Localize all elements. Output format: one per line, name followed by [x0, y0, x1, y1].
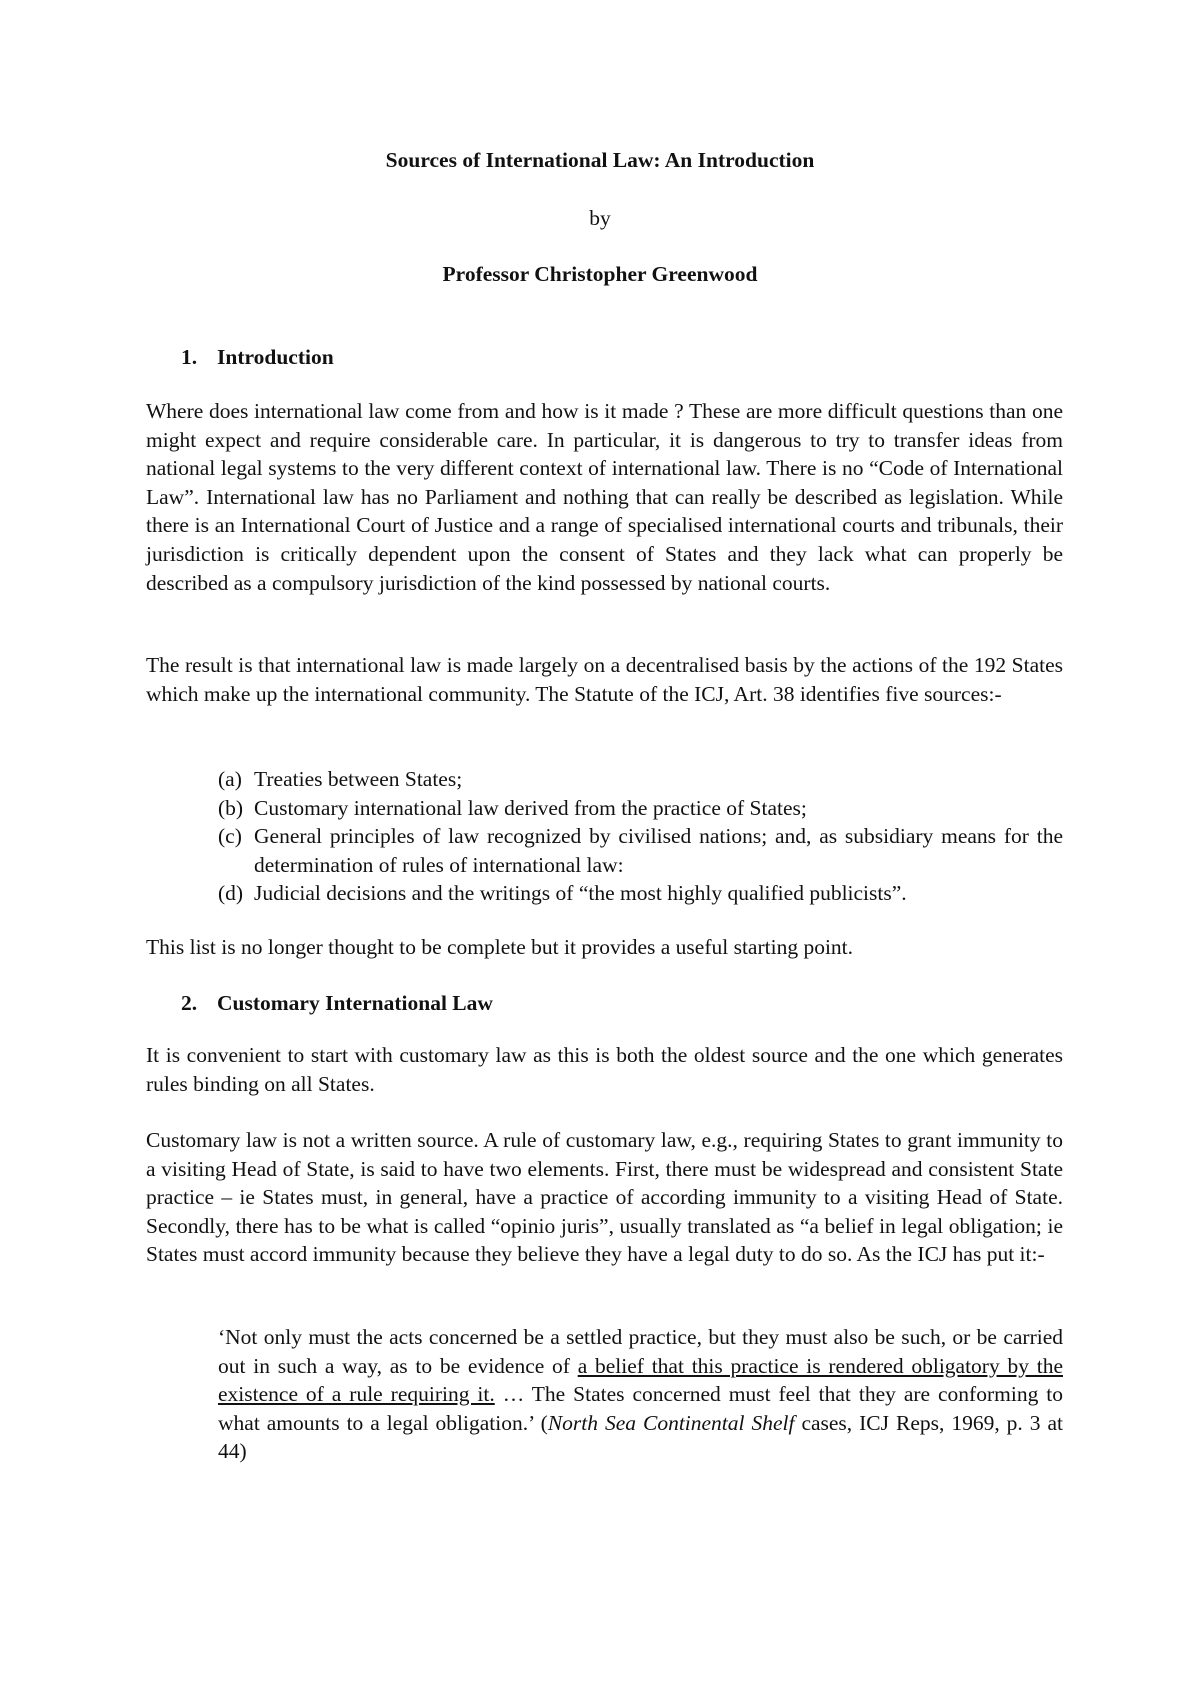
section-number: 1. — [181, 345, 198, 369]
case-citation: cases, ICJ Reps, 1969, p. 3 at 44) — [218, 1410, 1064, 1464]
paragraph-custom-1: It is convenient to start with customary law as this is both the oldest source and the one which generates rules binding on all States. — [146, 1043, 1063, 1096]
list-item-text: General principles of law recognized by civilised nations; and, as subsidiary means for the determination of rules of international law: — [254, 824, 1063, 877]
icj-quote — [218, 1323, 1063, 1466]
list-item — [218, 794, 1063, 823]
list-marker: (c) — [218, 824, 242, 849]
paragraph-custom-2: Customary law is not a written source. A rule of customary law, e.g., requiring States to grant immunity to a visiting Head of State, is said to have two elements. First, there must be widespread and consistent State practice – ie States must, in general, have a practice of according immunity to a visiting Head of State. Secondly, there has to be what is called “opinio juris”, usually translated as “a belief in legal obligation; ie States must accord immunity because they believe they have a legal duty to do so. As the ICJ has put it:- — [146, 1128, 1063, 1267]
byline-word: by — [589, 206, 611, 230]
section-heading-customary-law — [181, 989, 493, 1018]
list-item — [218, 765, 1063, 794]
paragraph-intro-2: The result is that international law is made largely on a decentralised basis by the actions of the 192 States which make up the international community. The Statute of the ICJ, Art. 38 identifies five sources:- — [146, 653, 1063, 706]
quote-text-end: … The States concerned must feel that they are conforming to what amounts to a legal obligation.’ ( — [218, 1382, 1063, 1435]
list-marker: (b) — [218, 795, 244, 820]
paragraph-intro-1: Where does international law come from and how is it made ? These are more difficult questions than one might expect and require considerable care. In particular, it is dangerous to try to transfer ideas from national legal systems to the very different context of international law. There is no “Code of International Law”. International law has no Parliament and nothing that can really be described as legislation. While there is an International Court of Justice and a range of specialised international courts and tribunals, their jurisdiction is critically dependent upon the consent of States and they lack what can properly be described as a compulsory jurisdiction of the kind possessed by national courts. — [146, 399, 1063, 595]
list-marker: (d) — [218, 881, 244, 906]
case-name: North Sea Continental Shelf — [547, 1410, 795, 1435]
document-title: Sources of International Law: An Introduction — [385, 148, 815, 172]
list-marker: (a) — [218, 767, 242, 791]
quote-text-start: ‘Not only must the acts concerned be a settled practice, but they must also be such, or be carried out in such a way, as to be evidence of — [218, 1325, 1063, 1378]
list-item-text: Judicial decisions and the writings of “the most highly qualified publicists”. — [254, 881, 907, 906]
sources-list — [218, 765, 1063, 908]
list-item — [218, 879, 1063, 908]
section-heading-introduction — [181, 343, 334, 372]
section-number: 2. — [181, 991, 198, 1015]
paragraph-intro-3: This list is no longer thought to be complete but it provides a useful starting point. — [146, 935, 854, 959]
list-item-text: Treaties between States; — [254, 767, 463, 791]
list-item-text: Customary international law derived from the practice of States; — [254, 795, 807, 820]
author-name: Professor Christopher Greenwood — [442, 262, 758, 286]
section-title: Introduction — [217, 345, 334, 369]
list-item — [218, 822, 1063, 879]
quote-underlined-text: a belief that this practice is rendered obligatory by the existence of a rule requiring it. — [218, 1353, 1063, 1407]
section-title: Customary International Law — [217, 991, 493, 1015]
